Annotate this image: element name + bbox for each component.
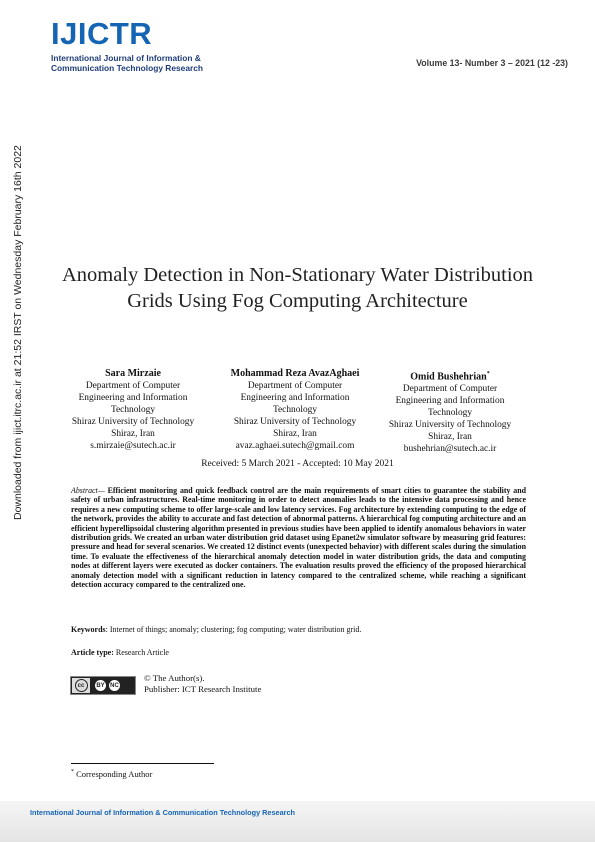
author-affiliation-line: Engineering and Information <box>78 393 188 403</box>
cc-text: cc <box>75 679 88 692</box>
author-affiliation-line: Shiraz, Iran <box>273 429 317 439</box>
author-affiliation-line: Shiraz University of Technology <box>71 417 195 427</box>
publisher-line: Publisher: ICT Research Institute <box>144 684 262 694</box>
footer-journal-name: International Journal of Information & Communication Technology Research <box>30 808 296 817</box>
article-type-text: Research Article <box>113 648 169 657</box>
author-name: Mohammad Reza AvazAghaei <box>230 368 360 379</box>
footnote-mark: * <box>71 769 74 776</box>
journal-name <box>51 53 203 73</box>
author-affiliation-line: Department of Computer <box>85 381 181 391</box>
author-affiliation-line: Engineering and Information <box>240 393 350 403</box>
author-affiliation-line: Shiraz University of Technology <box>233 417 357 427</box>
abstract <box>71 486 526 589</box>
author-affiliation-line: Shiraz University of Technology <box>388 420 512 431</box>
footnote <box>71 769 152 779</box>
journal-logo: IJICTR <box>51 16 153 51</box>
received-accepted-dates: Received: 5 March 2021 - Accepted: 10 May 2021 <box>201 459 394 469</box>
cc-license-badge[interactable] <box>70 676 136 695</box>
copyright-line: © The Author(s). <box>144 673 205 683</box>
author-affiliation-line: Technology <box>110 405 156 415</box>
author-affiliation-line: Department of Computer <box>247 381 343 391</box>
author-email: bushehrian@sutech.ac.ir <box>403 444 497 455</box>
keywords-label: Keywords <box>71 625 106 634</box>
author-email: avaz.aghaei.sutech@gmail.com <box>235 441 355 451</box>
author-block <box>58 368 208 452</box>
cc-icons <box>95 680 120 691</box>
footnote-text: Corresponding Author <box>74 769 153 779</box>
article-type <box>71 648 169 657</box>
author-email: s.mirzaie@sutech.ac.ir <box>90 441 176 451</box>
corresponding-mark: * <box>486 371 490 377</box>
journal-name-line2: Communication Technology Research <box>51 63 204 73</box>
cc-nc-icon: NC <box>109 680 120 691</box>
author-block <box>375 368 525 455</box>
license-text <box>144 673 261 695</box>
volume-info: Volume 13- Number 3 – 2021 (12 -23) <box>416 58 568 68</box>
paper-title: Anomaly Detection in Non-Stationary Water Distribution Grids Using Fog Computing Architecture <box>61 264 534 312</box>
footnote-rule <box>71 763 214 764</box>
keywords <box>71 625 526 634</box>
download-note: Downloaded from ijict.itrc.ac.ir at 21:52 IRST on Wednesday February 16th 2022 <box>12 145 24 520</box>
author-affiliation-line: Technology <box>272 405 318 415</box>
author-block <box>219 368 371 452</box>
cc-logo-icon <box>72 678 90 693</box>
author-affiliation-line: Department of Computer <box>402 384 498 395</box>
cc-by-icon: BY <box>95 680 106 691</box>
abstract-label: Abstract— <box>71 486 105 495</box>
author-affiliation-line: Shiraz, Iran <box>111 429 155 439</box>
author-name <box>375 368 525 383</box>
author-name-text: Omid Bushehrian <box>410 371 487 383</box>
article-type-label: Article type: <box>71 648 114 657</box>
author-affiliation-line: Engineering and Information <box>395 396 505 407</box>
author-affiliation-line: Technology <box>427 408 473 419</box>
author-affiliation-line: Shiraz, Iran <box>428 432 472 443</box>
author-name: Sara Mirzaie <box>105 368 161 379</box>
abstract-text: Efficient monitoring and quick feedback control are the main requirements of smart cities to guarantee the stability and safety of urban infrastructures. Real-time monitoring in order to detect anomalies leads to the intensive data processing and hence requires a new computing scheme to offer large-scale and low latency services. Fog architecture by extending computing to the edge of the network, provides the ability to accurate and fast detection of abnormal patterns. A hierarchical fog computing architecture and an efficient hyperellipsoidal clustering algorithm presented in previous studies have been applied to identify anomalous behaviors in water distribution grids. We created an urban water distribution grid dataset using Epanet2w simulator software by measuring grid features: pressure and head for several scenarios. We created 12 distinct events (unexpected behavior) with different scales during the simulation time. To evaluate the effectiveness of the hierarchical anomaly detection model in water distribution grids, the data and computing nodes at different layers were executed as docker containers. The evaluation results proved the efficiency of the proposed hierarchical anomaly detection model with a significant reduction in latency compared to the centralized scheme, while reaching a significant detection accuracy compared to the centralized one. <box>71 486 526 590</box>
keywords-text: : Internet of things; anomaly; clustering; fog computing; water distribution grid. <box>105 625 362 634</box>
journal-name-line1: International Journal of Information & <box>51 53 201 63</box>
